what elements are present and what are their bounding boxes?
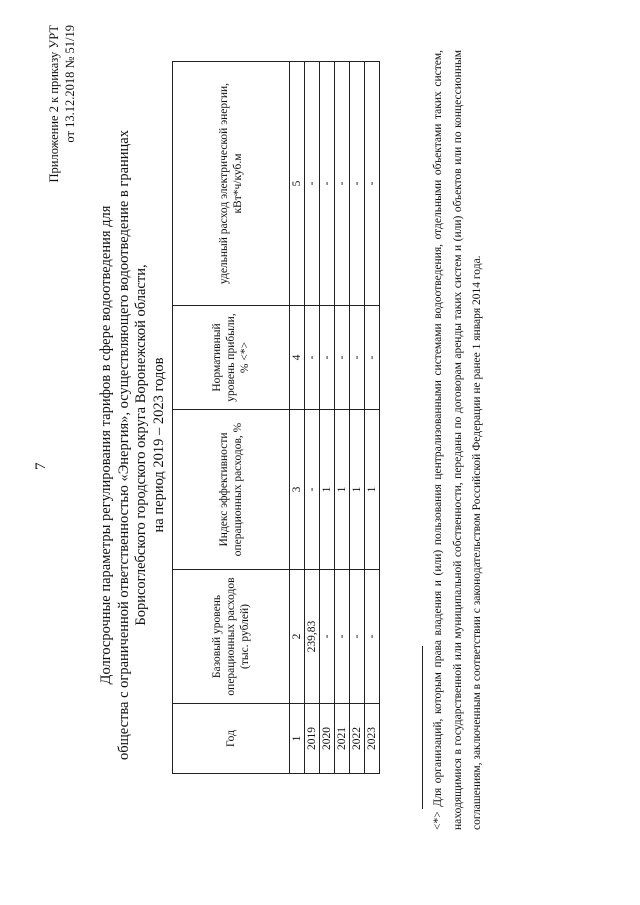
- table-cell: -: [365, 570, 380, 704]
- table-cell: 2019: [305, 704, 320, 774]
- table-row: [365, 62, 380, 774]
- table-row: [350, 62, 365, 774]
- table-cell: 2022: [350, 704, 365, 774]
- table-cell: -: [350, 306, 365, 410]
- table-row: [320, 62, 335, 774]
- title-line-3: Борисоглебского городского округа Воронежской области,: [133, 264, 149, 626]
- table-cell: -: [305, 410, 320, 570]
- table-row: [305, 62, 320, 774]
- table-cell: 1: [335, 410, 350, 570]
- column-number: 1: [290, 704, 305, 774]
- column-number: 5: [290, 62, 305, 306]
- column-number: 2: [290, 570, 305, 704]
- table-cell: -: [365, 306, 380, 410]
- column-header: Индекс эффективности операционных расходов, %: [173, 410, 290, 570]
- column-number: 3: [290, 410, 305, 570]
- appendix-line-1: Приложение 2 к приказу УРТ: [47, 25, 61, 183]
- table-cell: -: [335, 306, 350, 410]
- footnote-separator: [422, 646, 423, 809]
- title-line-2: общества с ограниченной ответственностью «Энергия», осуществляющего водоотведение в границах: [115, 130, 132, 760]
- table-cell: -: [320, 306, 335, 410]
- table-cell: -: [320, 62, 335, 306]
- table-cell: 1: [350, 410, 365, 570]
- table-cell: 239,83: [305, 570, 320, 704]
- table-cell: 2023: [365, 704, 380, 774]
- table-cell: -: [320, 570, 335, 704]
- table-cell: -: [305, 62, 320, 306]
- column-number: 4: [290, 306, 305, 410]
- appendix-reference: [46, 25, 78, 225]
- column-number-row: [290, 62, 305, 774]
- column-header: Нормативный уровень прибыли, % <*>: [173, 306, 290, 410]
- column-header: Базовый уровень операционных расходов (тыс. рублей): [173, 570, 290, 704]
- title-line-4: на период 2019 – 2023 годов: [150, 357, 167, 533]
- table-cell: -: [335, 62, 350, 306]
- table-cell: -: [350, 570, 365, 704]
- parameters-table: [172, 61, 380, 774]
- column-header: удельный расход электрической энергии, кВт*ч/куб.м: [173, 62, 290, 306]
- table-cell: 2021: [335, 704, 350, 774]
- table-cell: -: [335, 570, 350, 704]
- table-cell: 1: [320, 410, 335, 570]
- table-header-row: [173, 62, 290, 774]
- table-cell: -: [305, 306, 320, 410]
- footnote: <*> Для организаций, которым права владения и (или) пользования централизованными системами водоотведения, отдельными объектами таких систем, находящимися в государственной или муниципальной собственности, переданы по договорам аренды таких систем и (или) объектов или по концессионным соглашениям, заключенным в соответствии с законодательством Российской Федерации не ранее 1 января 2014 года.: [432, 50, 483, 830]
- title-line-1: Долгосрочные параметры регулирования тарифов в сфере водоотведения для: [98, 205, 114, 685]
- table-cell: 2020: [320, 704, 335, 774]
- page-number: 7: [33, 462, 49, 470]
- column-header: Год: [173, 704, 290, 774]
- table-cell: 1: [365, 410, 380, 570]
- table-cell: -: [350, 62, 365, 306]
- table-row: [335, 62, 350, 774]
- appendix-line-2: от 13.12.2018 № 51/19: [63, 25, 77, 143]
- table-cell: -: [365, 62, 380, 306]
- document-title: [98, 45, 168, 845]
